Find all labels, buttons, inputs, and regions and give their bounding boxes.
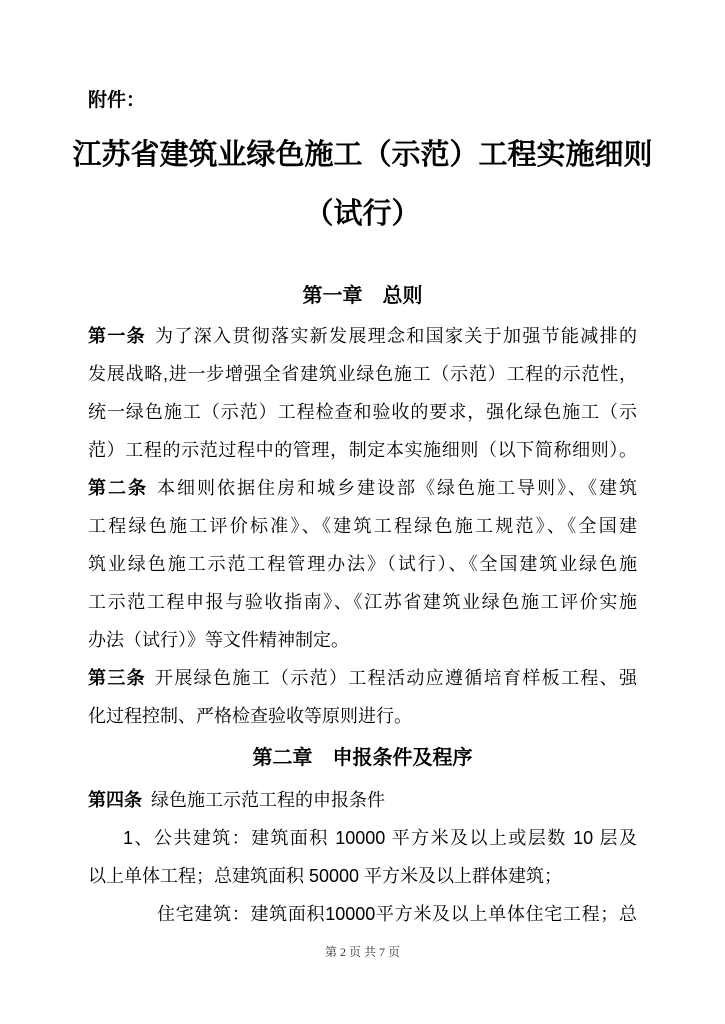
article-4-line: [88, 781, 637, 819]
attachment-label: 附件：: [88, 90, 146, 111]
article-2-text: 本细则依据住房和城乡建设部《绿色施工导则》、《建筑: [157, 478, 637, 498]
article-1-line: 发展战略,进一步增强全省建筑业绿色施工（示范）工程的示范性，: [88, 364, 637, 384]
article-1-text: 为了深入贯彻落实新发展理念和国家关于加强节能减排的: [155, 326, 637, 346]
article-4-text: 绿色施工示范工程的申报条件: [151, 790, 385, 810]
article-1-line: 范）工程的示范过程中的管理，制定本实施细则（以下简称细则）。: [88, 440, 637, 460]
article-2-line: 办法（试行）》等文件精神制定。: [88, 630, 349, 650]
article-2-line: 筑业绿色施工示范工程管理办法》（试行）、《全国建筑业绿色施: [88, 554, 637, 574]
article-4-lead: 第四条: [88, 790, 142, 810]
article-3-lead: 第三条: [88, 668, 146, 688]
item-1-line: 以上单体工程；总建筑面积 50000 平方米及以上群体建筑；: [88, 866, 563, 886]
article-2-line: 工程绿色施工评价标准》、《建筑工程绿色施工规范》、《全国建: [88, 516, 637, 536]
chapter-2-heading: 第二章 申报条件及程序: [252, 747, 473, 769]
article-3-line: [88, 659, 637, 697]
item-1-line: 1、公共建筑：建筑面积 10000 平方米及以上或层数 10 层及: [123, 828, 637, 848]
article-2-line: [88, 469, 637, 507]
document-body: [88, 276, 637, 933]
article-1-line: 统一绿色施工（示范）工程检查和验收的要求，强化绿色施工（示: [88, 402, 637, 422]
article-2-line: 工示范工程申报与验收指南》、《江苏省建筑业绿色施工评价实施: [88, 592, 637, 612]
page-number-footer: 第 2 页 共 7 页: [324, 945, 400, 959]
document-title-line1: 江苏省建筑业绿色施工（示范）工程实施细则: [72, 139, 653, 171]
article-3-text: 开展绿色施工（示范）工程活动应遵循培育样板工程、强: [155, 668, 637, 688]
article-2-lead: 第二条: [88, 478, 148, 498]
document-title: [0, 126, 725, 244]
article-1-line: [88, 317, 637, 355]
article-3-line: 化过程控制、严格检查验收等原则进行。: [88, 706, 412, 726]
article-1-lead: 第一条: [88, 326, 146, 346]
item-2-line: 住宅建筑：建筑面积10000平方米及以上单体住宅工程；总: [157, 904, 637, 924]
chapter-1-heading: 第一章 总则: [302, 285, 423, 307]
document-title-line2: （试行）: [304, 198, 421, 230]
